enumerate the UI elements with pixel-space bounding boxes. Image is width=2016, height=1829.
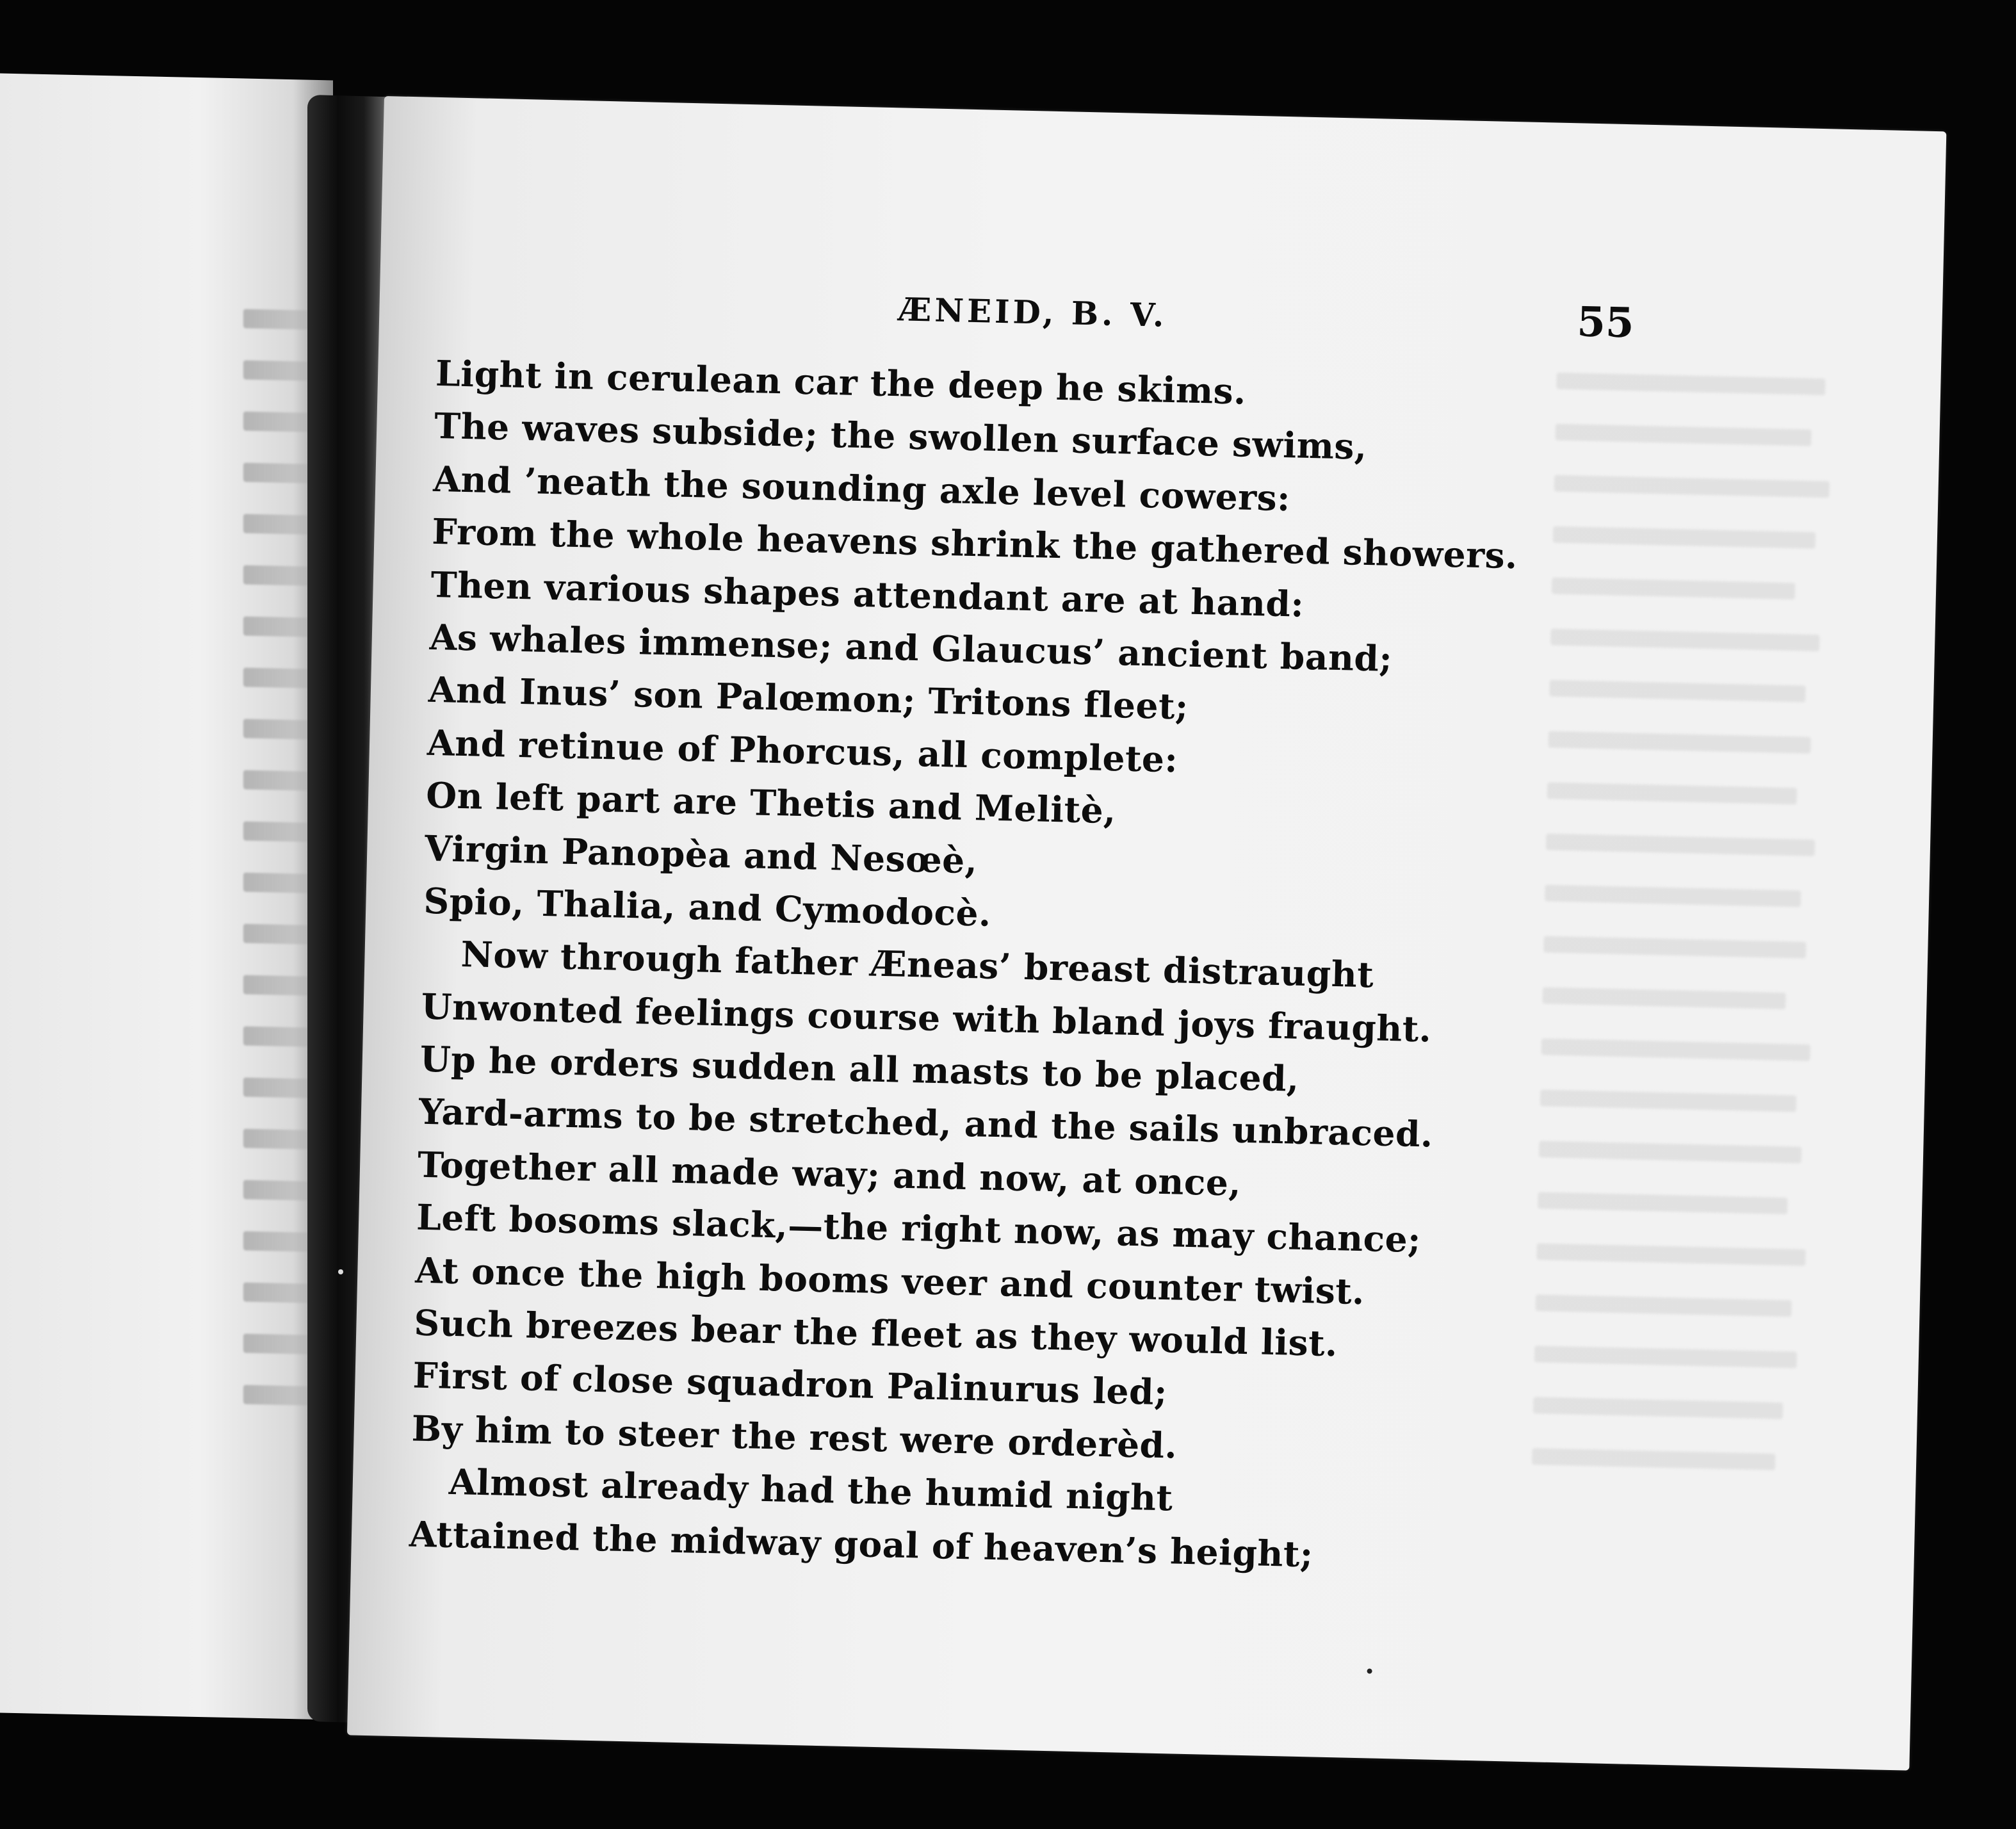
verse-line: From the whole heavens shrink the gathered showers. [431, 510, 1518, 577]
verse-line: Almost already had the humid night [448, 1461, 1174, 1519]
verse-line: Up he orders sudden all masts to be placed, [419, 1037, 1300, 1100]
left-facing-page [0, 74, 333, 1720]
running-head: ÆNEID, B. V. [897, 290, 1168, 334]
verse-line: By him to steer the rest were orderèd. [411, 1407, 1178, 1467]
verse-line: And ’neath the sounding axle level cowers: [432, 457, 1291, 519]
verse-line: Then various shapes attendant are at hand: [430, 563, 1305, 625]
book-page [347, 96, 1946, 1771]
verse-line: And Inus’ son Palœmon; Tritons fleet; [428, 669, 1189, 728]
verse-line: Such breezes bear the fleet as they would list. [413, 1301, 1338, 1365]
dust-speck [338, 1269, 343, 1274]
verse-line: Virgin Panopèa and Nesœè, [424, 827, 979, 881]
verse-line: Left bosoms slack,—the right now, as may chance; [416, 1196, 1422, 1261]
verse-line: Together all made way; and now, at once, [417, 1143, 1242, 1204]
verse-line: As whales immense; and Glaucus’ ancient band; [429, 615, 1393, 679]
verse-body [409, 347, 1780, 1591]
verse-line: At once the high booms veer and counter twist. [414, 1249, 1365, 1312]
verse-line: Light in cerulean car the deep he skims. [435, 352, 1247, 412]
verse-line: Attained the midway goal of heaven’s height; [409, 1513, 1314, 1575]
verse-line: And retinue of Phorcus, all complete: [427, 721, 1178, 781]
page-number: 55 [1576, 298, 1635, 348]
verse-line: Unwonted feelings course with bland joys fraught. [421, 985, 1433, 1050]
verse-line: Yard-arms to be stretched, and the sails unbraced. [418, 1091, 1434, 1156]
verse-line: The waves subside; the swollen surface swims, [434, 405, 1368, 468]
verse-line: On left part are Thetis and Melitè, [425, 774, 1117, 832]
verse-line: First of close squadron Palinurus led; [412, 1354, 1168, 1413]
verse-line: Spio, Thalia, and Cymodocè. [423, 879, 992, 934]
paper-speck [1367, 1668, 1372, 1673]
verse-line: Now through father Æneas’ breast distraught [460, 933, 1374, 996]
